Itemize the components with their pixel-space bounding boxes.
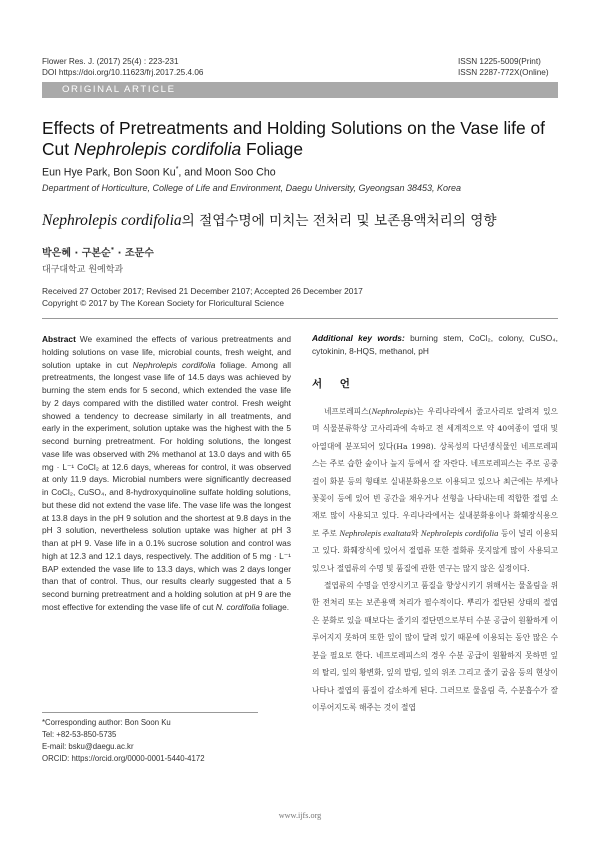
author-list	[42, 166, 276, 179]
korean-affiliation: 대구대학교 원예학과	[42, 265, 124, 275]
issn-block	[458, 56, 549, 78]
footnote-divider	[42, 712, 258, 713]
body-text: 네프로레피스(	[324, 407, 372, 416]
korean-title-species: Nephrolepis cordifolia	[42, 212, 182, 229]
korean-title-text: 의 절엽수명에 미치는 전처리 및 보존용액처리의 영향	[181, 213, 497, 229]
body-species: Nephrolepis	[371, 406, 414, 416]
article-type-label: ORIGINAL ARTICLE	[62, 84, 176, 95]
body-paragraph: 절엽류의 수명을 연장시키고 품질을 향상시키기 위해서는 물올림을 위한 전처리 또는 보존용액 처리가 필수적이다. 뿌리가 절단된 상태의 절엽은 분화로 있을 때보다는 줄기의 절단면으로부터 수분 공급이 원활하게 이루어지지 못하며 또한 잎이 많이 달려 있기 때문에 이용되는 동안 많은 수분을 필요로 한다. 네프로레피스의 경우 수분 공급이 원활하지 못하면 잎의 탈리, 잎의 황변화, 잎의 말림, 잎의 위조 그리고 줄기 굽음 등의 현상이 나타나 절엽의 품질이 감소하게 된다. 그러므로 물올림 즉, 수분흡수가 잘 이루어지도록 해주는 것이 절엽	[312, 581, 558, 712]
issn-online: ISSN 2287-772X(Online)	[458, 68, 549, 77]
body-text: )는 우리나라에서 줄고사리로 알려져 있으며 식물분류학상 고사리과에 속하고 전 세계적으로 약 40여종이 열대 및 아열대에 분포되어 있다(Ha 1998). 상록성의 다년생식물인 네프로레피스는 주로 습한 숲이나 늪지 등에서 잘 자란다. 네프로레피스는 주로 공중걸이 화분 등의 형태로 실내분화용으로 이용되고 있으나 최근에는 부케나 꽃꽂이 등에 있어 빈 공간을 채우거나 선형을 나타내는데 적합한 절엽 소재로 많이 사용되고 있다. 우리나라에서는 실내분화용이나 화훼장식용으로 주로	[312, 407, 558, 538]
author-names-1: Eun Hye Park, Bon Soon Ku	[42, 166, 176, 179]
korean-author-names-2: · 조문수	[114, 248, 154, 259]
body-species: Nephrolepis cordifolia	[420, 527, 499, 538]
section-divider	[42, 318, 558, 319]
contact-tel: Tel: +82-53-850-5735	[42, 730, 117, 739]
author-names-2: , and Moon Soo Cho	[178, 166, 276, 179]
korean-corresponding-mark: *	[110, 245, 115, 254]
body-text: 와	[410, 528, 421, 538]
corresponding-mark: *	[175, 166, 179, 173]
korean-author-names-1: 박은혜 · 구본순	[42, 248, 111, 259]
article-type-banner	[42, 82, 558, 98]
body-species: Nephrolepis exaltata	[339, 527, 411, 538]
contact-email[interactable]: E-mail: bsku@daegu.ac.kr	[42, 742, 134, 751]
korean-authors	[42, 244, 154, 259]
journal-citation	[42, 56, 203, 78]
abstract-species-1: Nephrolepis cordifolia	[132, 359, 216, 370]
copyright-line: Copyright © 2017 by The Korean Society for Floricultural Science	[42, 298, 285, 308]
article-title	[42, 118, 562, 159]
doi-line[interactable]: DOI https://doi.org/10.11623/frj.2017.25.4.06	[42, 68, 204, 77]
abstract-label: Abstract	[42, 334, 76, 344]
keywords-block	[312, 332, 558, 358]
title-part-2: Foliage	[241, 138, 304, 159]
received-dates: Received 27 October 2017; Revised 21 December 2107; Accepted 26 December 2017	[42, 286, 363, 296]
correspondence-block	[42, 717, 205, 765]
corresponding-author: *Corresponding author: Bon Soon Ku	[42, 718, 171, 727]
abstract-text-1: We examined the effects of various pretreatments and holding solutions on vase life, microbial counts, fresh weight, and solution uptake in cut	[42, 334, 291, 370]
issn-print: ISSN 1225-5009(Print)	[458, 57, 541, 66]
journal-line: Flower Res. J. (2017) 25(4) : 223-231	[42, 57, 179, 66]
introduction-body	[312, 403, 558, 716]
abstract-block	[42, 333, 291, 614]
title-part-1: Effects of Pretreatments and Holding Solutions on the Vase life of Cut	[42, 118, 546, 159]
contact-orcid[interactable]: ORCID: https://orcid.org/0000-0001-5440-4172	[42, 754, 205, 763]
title-species: Nephrolepis cordifolia	[73, 138, 242, 159]
keywords-label: Additional key words:	[312, 333, 405, 343]
abstract-species-2: N. cordifolia	[215, 601, 260, 612]
body-paragraph	[312, 403, 558, 577]
affiliation: Department of Horticulture, College of Life and Environment, Daegu University, Gyeongsan 38453, Korea	[42, 183, 462, 193]
journal-url[interactable]: www.ijfs.org	[278, 811, 322, 820]
introduction-heading: 서 언	[312, 378, 357, 390]
korean-title	[42, 209, 496, 230]
article-history	[42, 285, 363, 309]
abstract-text-2: foliage. Among all pretreatments, the longest vase life of 14.5 days was achieved by burning the stem ends for 5 second, which extended the vase life by 2 days compared with the distilled water control. Fresh weight showed a tendency to decrease similarly in all treatments, and early in the experiment, solution uptake was the highest with the 5 second burning pretreatment. For holding solutions, the longest vase life was observed with 2% methanol at 13.0 days and with 65 mg · L⁻¹ CoCl₂ at 12.6 days, whereas for control, it was observed at only 11.9 days. Microbial numbers were significantly decreased in CoCl₂, CuSO₄, and 8-hydroxyquinoline sulfate holding solutions, but these did not extend the vase life. The vase life was the longest at 13.8 days in the pH 9 solution and the shortest at 9.8 days in the pH 3 solution, nevertheless solution uptake was higher at pH 3 than at pH 9. Vase life in a 0.1% sucrose solution and control was high at 12.3 and 12.1 days, respectively. The addition of 5 mg · L⁻¹ BAP extended the vase life to 13.3 days, which was 2 days longer than that of control. Thus, our results clearly suggested that a 5 second burning pretreatment and a holding solution at pH 9 are the most effective for extending the vase life of cut	[42, 359, 291, 612]
keywords-text: burning stem, CoCl₂, colony, CuSO₄, cytokinin, 8-HQS, methanol, pH	[312, 333, 558, 356]
abstract-text-3: foliage.	[259, 601, 290, 612]
body-text: 등이 널리 이용되고 있다. 화훼장식에 있어서 절엽류 또한 절화류 못지않게 많이 사용되고 있으나 절엽류의 수명 및 품질에 관한 연구는 많지 않은 실정이다.	[312, 528, 559, 573]
